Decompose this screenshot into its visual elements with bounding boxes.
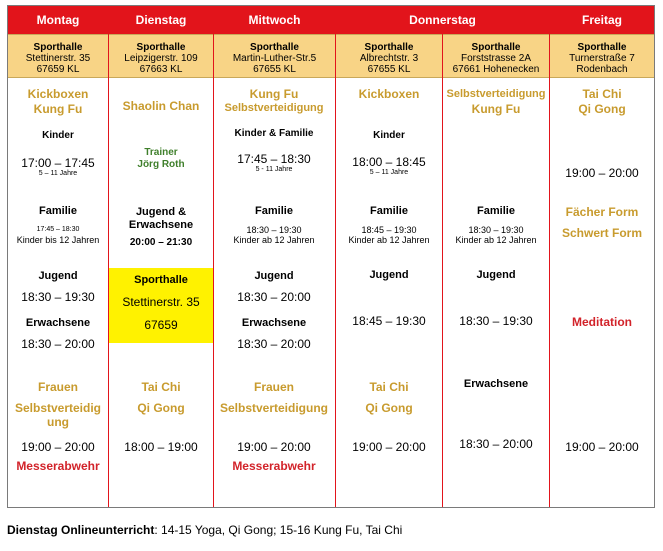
mi-kinder-time: 17:45 – 18:30 — [237, 152, 311, 166]
location-name: Sporthalle — [577, 42, 627, 53]
online-note-label: Dienstag Onlineunterricht — [7, 523, 155, 537]
do1-sport-1: Kickboxen — [358, 87, 420, 101]
mo-sport-1: Kickboxen — [27, 87, 89, 101]
do1-jugend: Jugend — [369, 269, 409, 281]
do1-jugend-time: 18:45 – 19:30 — [352, 314, 426, 328]
location-montag — [8, 34, 108, 78]
mo-sport-2: Kung Fu — [33, 102, 83, 116]
column-divider — [442, 34, 443, 507]
mo-jugend: Jugend — [38, 270, 78, 282]
fr-sport-1: Tai Chi — [582, 87, 622, 101]
online-note-text: : 14-15 Yoga, Qi Gong; 15-16 Kung Fu, Tai Chi — [154, 523, 403, 537]
di-taichi: Tai Chi — [141, 380, 181, 394]
mo-jugend-time: 18:30 – 19:30 — [21, 290, 95, 304]
do2-familie: Familie — [477, 205, 515, 217]
header-dienstag — [109, 6, 213, 34]
header-dienstag-label: Dienstag — [135, 13, 187, 27]
fr-meditation: Meditation — [572, 315, 632, 329]
fr-sport-2: Qi Gong — [578, 102, 626, 116]
mi-erwachsene: Erwachsene — [241, 317, 307, 329]
do1-kinder: Kinder — [373, 130, 405, 141]
do1-kinder-time: 18:00 – 18:45 — [352, 155, 426, 169]
mo-kinder-age: 5 – 11 Jahre — [38, 170, 78, 177]
mi-familie: Familie — [255, 205, 293, 217]
location-street: Martin-Luther-Str.5 — [232, 53, 317, 64]
do2-familie-time: 18:30 – 19:30 — [468, 225, 524, 235]
mi-selbst: Selbstverteidigung — [219, 401, 329, 415]
do1-familie-time: 18:45 – 19:30 — [361, 225, 417, 235]
mo-erwachsene-time: 18:30 – 20:00 — [21, 337, 95, 351]
column-divider — [549, 6, 550, 507]
location-city: 67659 KL — [36, 64, 80, 75]
location-city: 67655 KL — [253, 64, 296, 75]
do1-qigong: Qi Gong — [365, 401, 413, 415]
di-box-street: Stettinerstr. 35 — [122, 295, 200, 309]
location-freitag — [550, 34, 654, 78]
mi-familie-age: Kinder ab 12 Jahren — [233, 235, 315, 245]
header-mittwoch-label: Mittwoch — [248, 13, 301, 27]
mi-jugend: Jugend — [254, 270, 294, 282]
do1-familie-age: Kinder ab 12 Jahren — [348, 235, 430, 245]
do2-jugend-time: 18:30 – 19:30 — [459, 314, 533, 328]
di-tc-time: 18:00 – 19:00 — [124, 440, 198, 454]
location-city: Rodenbach — [576, 64, 628, 75]
location-city: 67661 Hohenecken — [452, 64, 540, 75]
mi-familie-time: 18:30 – 19:30 — [246, 225, 302, 235]
location-name: Sporthalle — [364, 42, 414, 53]
do2-jugend: Jugend — [476, 269, 516, 281]
mo-selbst-2: ung — [47, 415, 69, 429]
header-freitag — [550, 6, 654, 34]
location-mittwoch — [214, 34, 335, 78]
mo-frauen-time: 19:00 – 20:00 — [21, 440, 95, 454]
mo-frauen: Frauen — [37, 380, 79, 394]
header-donnerstag-label: Donnerstag — [409, 13, 476, 27]
column-divider — [335, 6, 336, 507]
mo-familie-age: Kinder bis 12 Jahren — [16, 235, 100, 245]
mi-erwachsene-time: 18:30 – 20:00 — [237, 337, 311, 351]
mi-frauen: Frauen — [253, 380, 295, 394]
mi-kinder-age: 5 - 11 Jahre — [255, 166, 293, 173]
header-montag — [8, 6, 108, 34]
location-street: Forststrasse 2A — [460, 53, 532, 64]
column-divider — [108, 6, 109, 507]
mo-kinder-time: 17:00 – 17:45 — [21, 156, 95, 170]
do2-erwachsene-time: 18:30 – 20:00 — [459, 437, 533, 451]
mi-jugend-time: 18:30 – 20:00 — [237, 290, 311, 304]
do1-tc-time: 19:00 – 20:00 — [352, 440, 426, 454]
fr-schwert-form: Schwert Form — [561, 226, 643, 240]
location-street: Stettinerstr. 35 — [25, 53, 91, 64]
header-mittwoch — [214, 6, 335, 34]
location-name: Sporthalle — [136, 42, 186, 53]
location-donnerstag-2 — [443, 34, 549, 78]
do2-sport-2: Kung Fu — [471, 102, 521, 116]
location-name: Sporthalle — [471, 42, 521, 53]
di-jugend-time: 20:00 – 21:30 — [129, 237, 193, 248]
fr-facher-form: Fächer Form — [565, 205, 639, 219]
mi-sport-2: Selbstverteidigung — [224, 102, 324, 114]
di-jugend-2: Erwachsene — [128, 219, 194, 231]
fr-time-2: 19:00 – 20:00 — [565, 440, 639, 454]
mi-sport-1: Kung Fu — [249, 87, 299, 101]
mo-selbst-1: Selbstverteidig — [14, 401, 102, 415]
schedule-table — [7, 5, 655, 508]
mi-kinder: Kinder & Familie — [234, 128, 314, 139]
column-divider — [213, 6, 214, 507]
location-street: Turnerstraße 7 — [569, 53, 635, 64]
di-trainer-name: Jörg Roth — [137, 159, 185, 170]
di-box-postal: 67659 — [144, 318, 178, 332]
mo-familie: Familie — [39, 205, 77, 217]
location-donnerstag-1 — [336, 34, 442, 78]
do2-erwachsene: Erwachsene — [463, 378, 529, 390]
location-street: Leipzigerstr. 109 — [124, 53, 198, 64]
fr-time-1: 19:00 – 20:00 — [565, 166, 639, 180]
do1-kinder-age: 5 – 11 Jahre — [369, 169, 409, 176]
header-freitag-label: Freitag — [581, 13, 622, 27]
location-city: 67663 KL — [139, 64, 183, 75]
online-note — [7, 523, 402, 537]
do1-familie: Familie — [370, 205, 408, 217]
mi-messerabwehr: Messerabwehr — [232, 459, 316, 473]
do2-sport-1: Selbstverteidigung — [446, 88, 546, 100]
di-trainer: Trainer — [144, 147, 178, 158]
di-qigong: Qi Gong — [137, 401, 185, 415]
do1-taichi: Tai Chi — [369, 380, 409, 394]
do2-familie-age: Kinder ab 12 Jahren — [455, 235, 537, 245]
mo-erwachsene: Erwachsene — [25, 317, 91, 329]
header-donnerstag — [336, 6, 549, 34]
mo-familie-time: 17:45 – 18:30 — [36, 226, 80, 233]
mi-frauen-time: 19:00 – 20:00 — [237, 440, 311, 454]
di-sport-1: Shaolin Chan — [122, 99, 200, 113]
mo-messerabwehr: Messerabwehr — [16, 459, 100, 473]
location-name: Sporthalle — [33, 42, 83, 53]
location-street: Albrechtstr. 3 — [359, 53, 419, 64]
location-dienstag — [109, 34, 213, 78]
mo-kinder: Kinder — [42, 130, 74, 141]
header-montag-label: Montag — [36, 13, 80, 27]
location-name: Sporthalle — [250, 42, 299, 53]
di-box-name: Sporthalle — [134, 274, 188, 286]
di-jugend-1: Jugend & — [135, 206, 187, 218]
location-city: 67655 KL — [367, 64, 411, 75]
